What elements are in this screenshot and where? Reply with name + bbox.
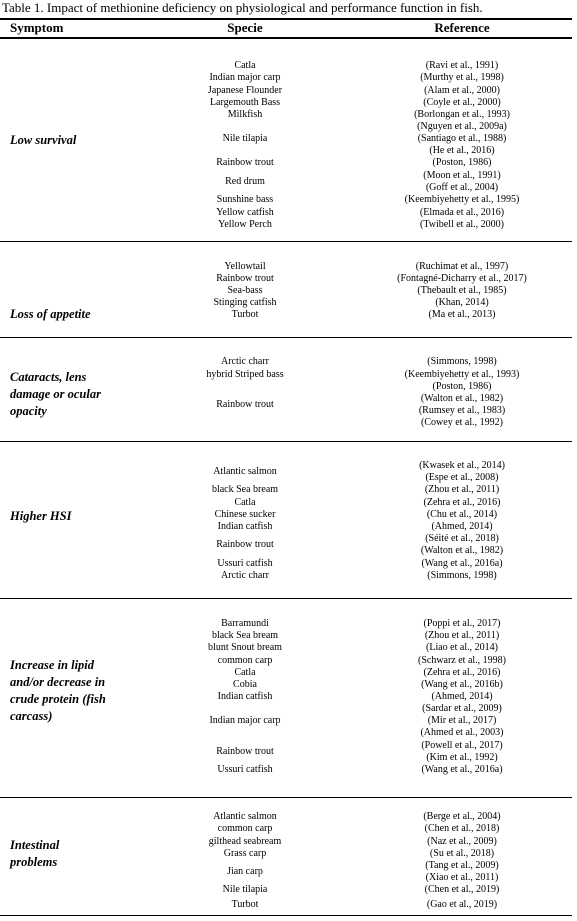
- reference-cell: (Gao et al., 2019): [426, 899, 498, 910]
- species-cell: Catla: [234, 60, 256, 71]
- reference-cell: (Xiao et al., 2011): [425, 872, 499, 883]
- reference-cell: (Poppi et al., 2017): [423, 618, 501, 629]
- species-cell: Atlantic salmon: [213, 811, 277, 822]
- reference-cell: (Keembiyehetty et al., 1995): [404, 194, 520, 205]
- reference-cell: (Keembiyehetty et al., 1993): [404, 369, 520, 380]
- symptom-line: damage or ocular: [10, 387, 101, 401]
- symptom-line: Increase in lipid: [10, 658, 95, 672]
- species-cell: Atlantic salmon: [213, 466, 277, 477]
- species-cell: Ussuri catfish: [217, 558, 273, 569]
- species-cell: Chinese sucker: [214, 509, 276, 520]
- header-rule: [0, 37, 572, 39]
- header-reference: Reference: [434, 20, 490, 35]
- reference-cell: (Liao et al., 2014): [426, 642, 498, 653]
- reference-cell: (Powell et al., 2017): [421, 740, 503, 751]
- reference-cell: (Poston, 1986): [432, 157, 492, 168]
- species-cell: Arctic charr: [220, 356, 270, 367]
- reference-cell: (Kim et al., 1992): [426, 752, 498, 763]
- reference-cell: (Moon et al., 1991): [423, 170, 501, 181]
- species-cell: Rainbow trout: [216, 746, 274, 757]
- species-cell: Nile tilapia: [222, 884, 268, 895]
- reference-cell: (Rumsey et al., 1983): [418, 405, 506, 416]
- symptom-line: problems: [10, 855, 58, 869]
- reference-cell: (Simmons, 1998): [427, 356, 497, 367]
- species-cell: Cobia: [233, 679, 257, 690]
- reference-cell: (Chen et al., 2018): [424, 823, 500, 834]
- reference-cell: (Espe et al., 2008): [425, 472, 499, 483]
- species-cell: Grass carp: [223, 848, 267, 859]
- reference-cell: (Zehra et al., 2016): [423, 497, 501, 508]
- species-cell: Indian major carp: [209, 72, 281, 83]
- reference-cell: (Zehra et al., 2016): [423, 667, 501, 678]
- species-cell: common carp: [217, 823, 273, 834]
- species-cell: Milkfish: [227, 109, 263, 120]
- species-cell: Indian catfish: [217, 521, 273, 532]
- reference-cell: (Ma et al., 2013): [428, 309, 496, 320]
- header-specie: Specie: [227, 20, 263, 35]
- reference-cell: (Walton et al., 1982): [420, 545, 504, 556]
- species-cell: Sunshine bass: [216, 194, 274, 205]
- reference-cell: (Mir et al., 2017): [427, 715, 497, 726]
- reference-cell: (Coyle et al., 2000): [423, 97, 501, 108]
- reference-cell: (Goff et al., 2004): [425, 182, 499, 193]
- reference-cell: (Zhou et al., 2011): [424, 630, 500, 641]
- reference-cell: (Kwasek et al., 2014): [419, 460, 505, 471]
- symptom-cell: [10, 306, 91, 323]
- species-cell: Catla: [234, 497, 256, 508]
- section-rule: [0, 441, 572, 442]
- reference-cell: (Walton et al., 1982): [420, 393, 504, 404]
- species-cell: Rainbow trout: [216, 399, 274, 410]
- reference-cell: (Poston, 1986): [432, 381, 492, 392]
- section-rule: [0, 598, 572, 599]
- symptom-cell: [10, 837, 59, 871]
- reference-cell: (Twibell et al., 2000): [420, 219, 504, 230]
- symptom-cell: [10, 508, 71, 525]
- reference-cell: (Chen et al., 2019): [424, 884, 500, 895]
- species-cell: Ussuri catfish: [217, 764, 273, 775]
- reference-cell: (Chu et al., 2014): [426, 509, 498, 520]
- reference-cell: (Wang et al., 2016b): [421, 679, 503, 690]
- species-cell: common carp: [217, 655, 273, 666]
- reference-cell: (Elmada et al., 2016): [419, 207, 505, 218]
- reference-cell: (Berge et al., 2004): [423, 811, 501, 822]
- reference-cell: (Su et al., 2018): [429, 848, 495, 859]
- species-cell: Stinging catfish: [213, 297, 277, 308]
- species-cell: Yellowtail: [224, 261, 266, 272]
- species-cell: Arctic charr: [220, 570, 270, 581]
- symptom-cell: [10, 132, 76, 149]
- reference-cell: (Zhou et al., 2011): [424, 484, 500, 495]
- symptom-cell: [10, 369, 101, 420]
- species-cell: Barramundi: [221, 618, 269, 629]
- species-cell: Red drum: [225, 176, 265, 187]
- symptom-line: opacity: [10, 404, 47, 418]
- section-rule: [0, 241, 572, 242]
- reference-cell: (Khan, 2014): [435, 297, 489, 308]
- reference-cell: (Nguyen et al., 2009a): [417, 121, 507, 132]
- species-cell: Japanese Flounder: [207, 85, 283, 96]
- reference-cell: (Ahmed, 2014): [431, 691, 493, 702]
- reference-cell: (Tang et al., 2009): [425, 860, 499, 871]
- symptom-line: and/or decrease in: [10, 675, 106, 689]
- symptom-line: carcass): [10, 709, 53, 723]
- symptom-cell: [10, 657, 106, 725]
- reference-cell: (Ravi et al., 1991): [425, 60, 499, 71]
- reference-cell: (Ahmed et al., 2003): [420, 727, 504, 738]
- species-cell: Rainbow trout: [216, 157, 274, 168]
- species-cell: Rainbow trout: [216, 539, 274, 550]
- reference-cell: (Wang et al., 2016a): [421, 558, 503, 569]
- table-caption: Table 1. Impact of methionine deficiency on physiological and performance function in fish.: [2, 0, 483, 15]
- species-cell: black Sea bream: [211, 630, 279, 641]
- species-cell: Catla: [234, 667, 256, 678]
- species-cell: black Sea bream: [211, 484, 279, 495]
- reference-cell: (Borlongan et al., 1993): [414, 109, 510, 120]
- symptom-line: Higher HSI: [10, 509, 72, 523]
- species-cell: blunt Snout bream: [208, 642, 282, 653]
- section-rule: [0, 337, 572, 338]
- reference-cell: (Thebault et al., 1985): [417, 285, 507, 296]
- species-cell: Nile tilapia: [222, 133, 268, 144]
- species-cell: Jian carp: [227, 866, 263, 877]
- reference-cell: (Fontagné-Dicharry et al., 2017): [397, 273, 527, 284]
- reference-cell: (Séité et al., 2018): [425, 533, 499, 544]
- species-cell: Turbot: [231, 309, 259, 320]
- reference-cell: (Santiago et al., 1988): [417, 133, 507, 144]
- symptom-line: Loss of appetite: [10, 307, 91, 321]
- symptom-line: Low survival: [10, 133, 77, 147]
- header-symptom: Symptom: [10, 20, 64, 35]
- reference-cell: (Ruchimat et al., 1997): [415, 261, 509, 272]
- symptom-line: crude protein (fish: [10, 692, 106, 706]
- reference-cell: (He et al., 2016): [429, 145, 495, 156]
- reference-cell: (Sardar et al., 2009): [422, 703, 502, 714]
- species-cell: Yellow catfish: [216, 207, 274, 218]
- reference-cell: (Cowey et al., 1992): [421, 417, 503, 428]
- symptom-line: Cataracts, lens: [10, 370, 87, 384]
- species-cell: Largemouth Bass: [209, 97, 281, 108]
- species-cell: hybrid Striped bass: [206, 369, 284, 380]
- species-cell: Indian major carp: [209, 715, 281, 726]
- species-cell: Rainbow trout: [216, 273, 274, 284]
- reference-cell: (Simmons, 1998): [427, 570, 497, 581]
- reference-cell: (Ahmed, 2014): [431, 521, 493, 532]
- symptom-line: Intestinal: [10, 838, 60, 852]
- section-rule: [0, 797, 572, 798]
- reference-cell: (Murthy et al., 1998): [420, 72, 504, 83]
- reference-cell: (Naz et al., 2009): [427, 836, 497, 847]
- reference-cell: (Wang et al., 2016a): [421, 764, 503, 775]
- species-cell: gilthead seabream: [208, 836, 282, 847]
- species-cell: Sea-bass: [227, 285, 263, 296]
- reference-cell: (Schwarz et al., 1998): [417, 655, 507, 666]
- reference-cell: (Alam et al., 2000): [424, 85, 500, 96]
- bottom-rule: [0, 915, 572, 916]
- species-cell: Yellow Perch: [218, 219, 272, 230]
- species-cell: Turbot: [231, 899, 259, 910]
- species-cell: Indian catfish: [217, 691, 273, 702]
